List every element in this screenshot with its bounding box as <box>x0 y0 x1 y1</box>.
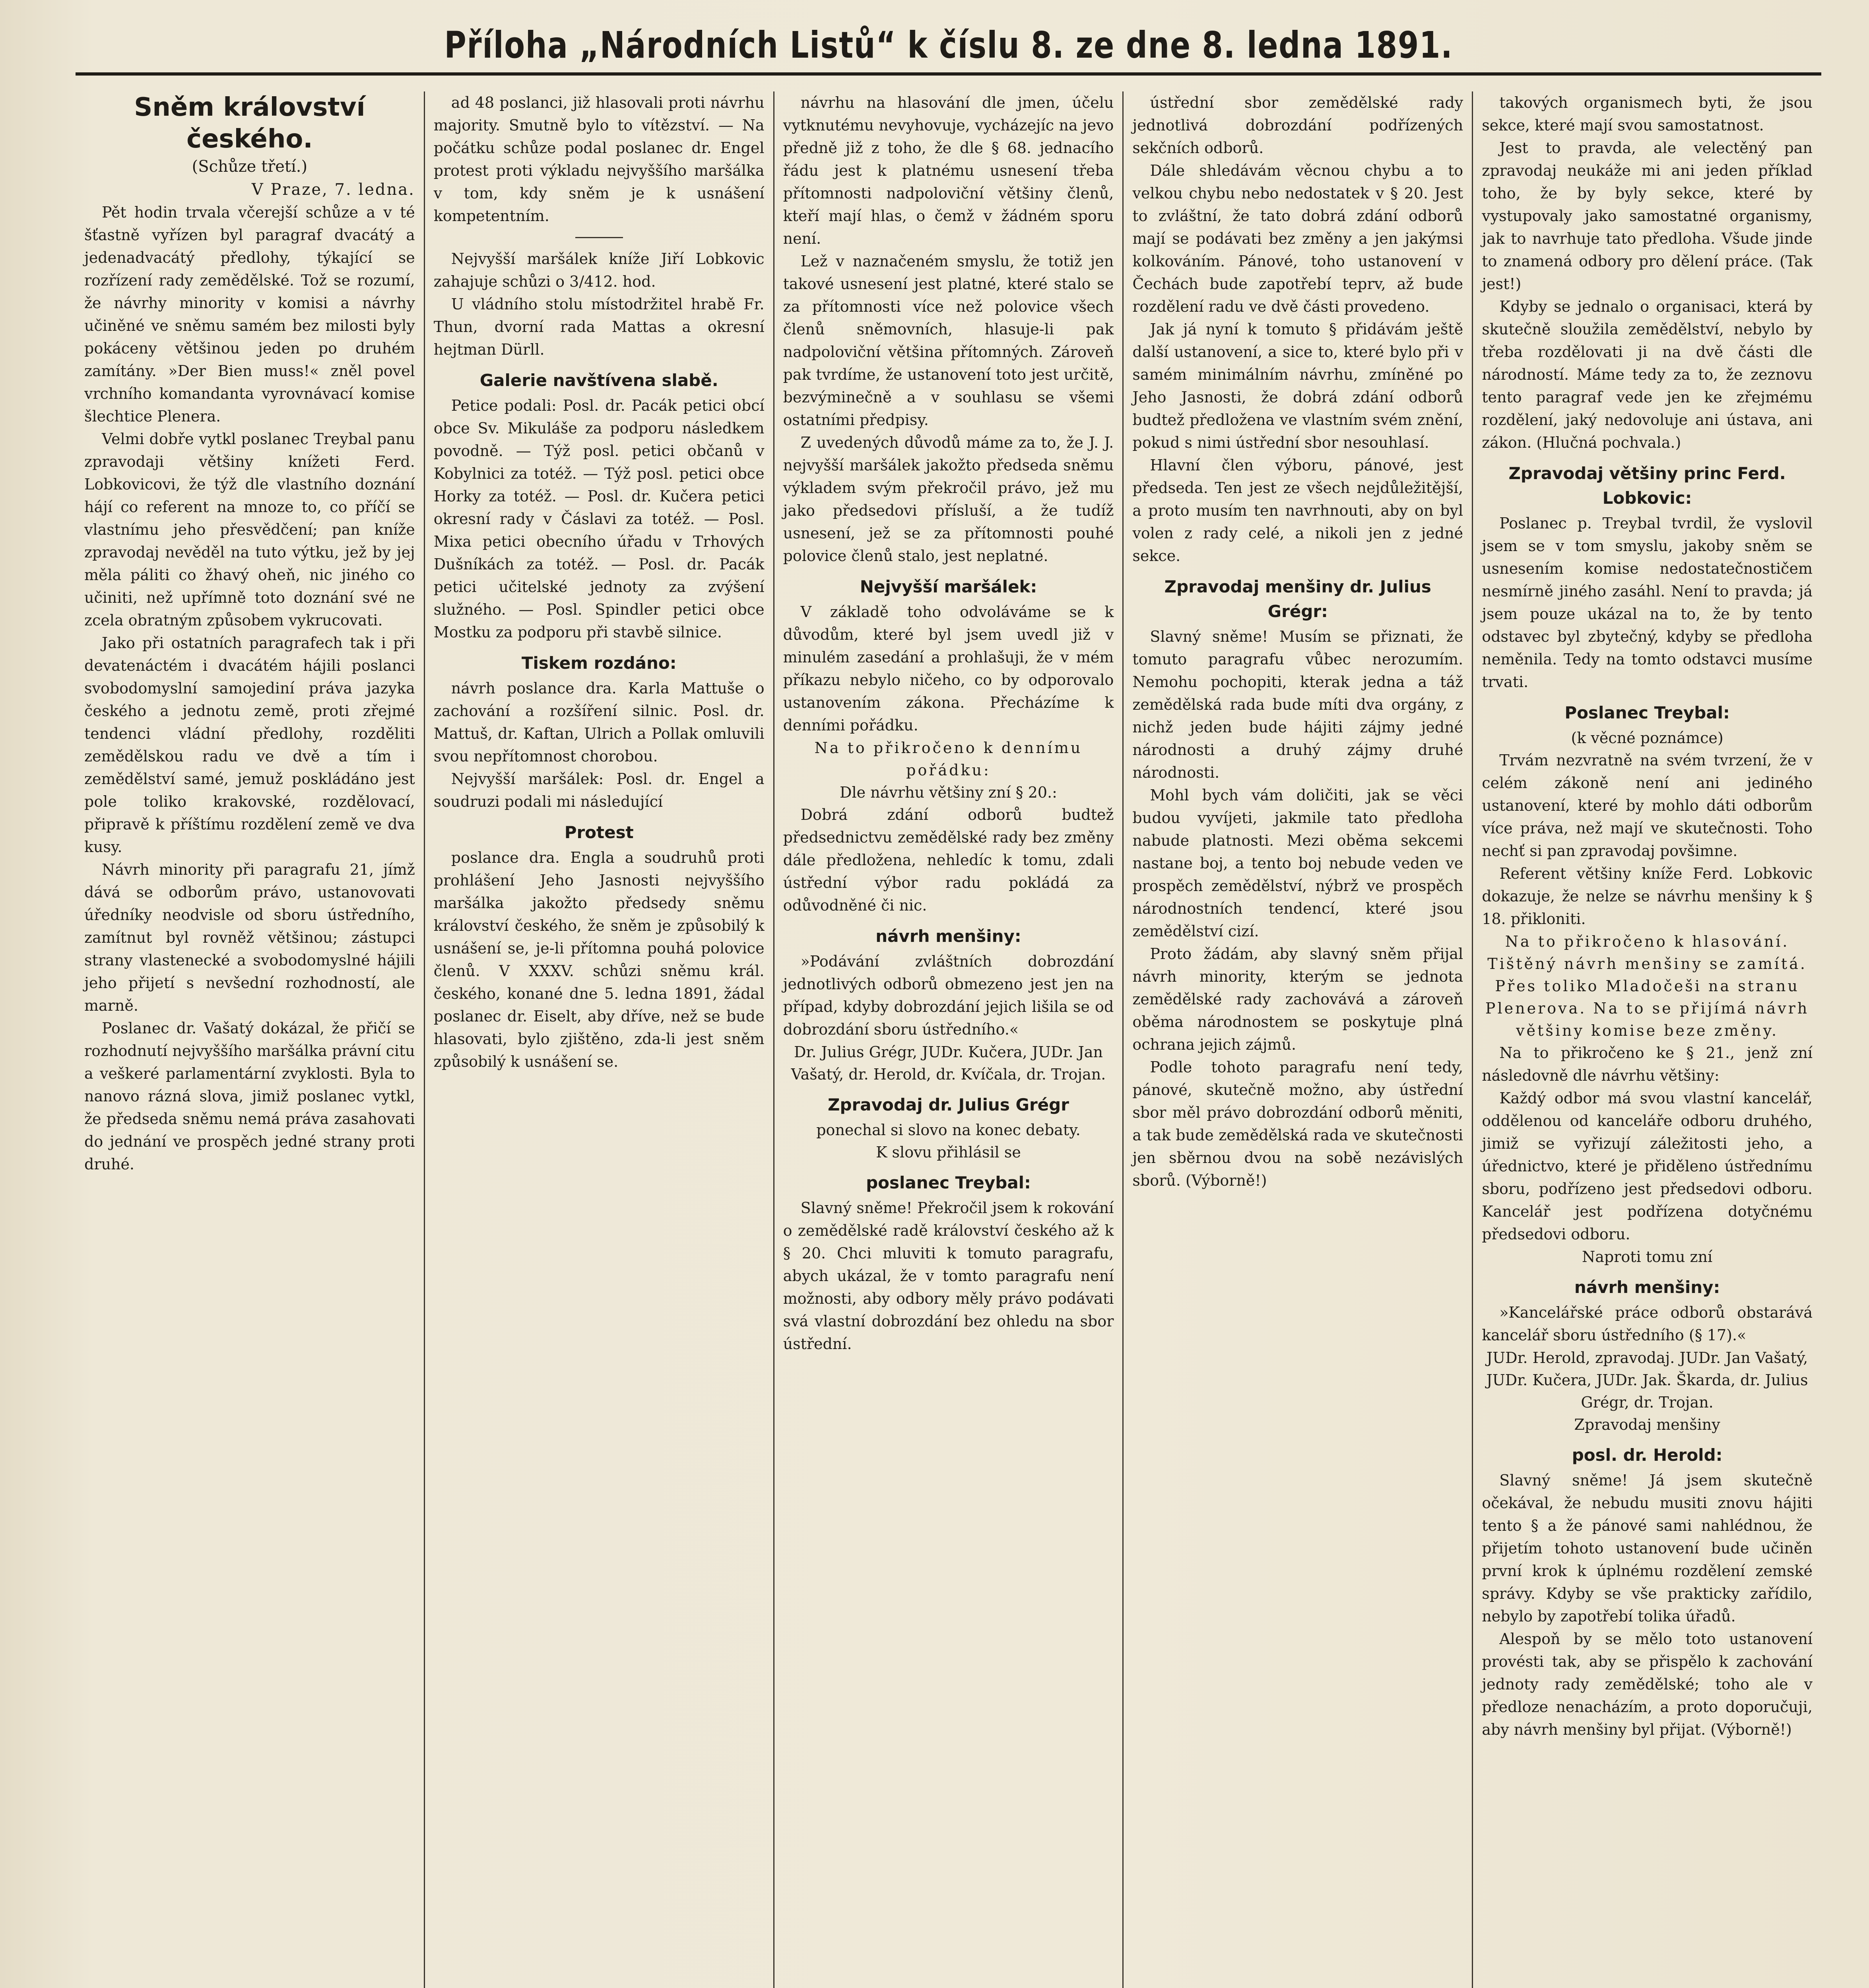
speaker-heading: Zpravodaj menšiny dr. Julius Grégr: <box>1164 577 1431 621</box>
centered-note: (k věcné poznámce) <box>1571 729 1723 747</box>
paragraph: Poslanec p. Treybal tvrdil, že vyslovil jsem se v tom smyslu, jakoby sněm se usnesením komise nedostatečnostičem nesmírně jiného zasáhl. Není to pravda; já jsem pouze ukázal na to, že by tento odstavec byl zbytečný, kdyby se předloha neměnila. Tedy na tomto odstavci musíme trvati. <box>1482 514 1813 691</box>
paragraph: Kdyby se jednalo o organisaci, která by skutečně sloužila zemědělství, nebylo by třeba rozdělovati ji na dvě části dle národností. Máme tedy za to, že zeznovu tento paragraf vede jen ke zřejmému rozdělení, jaký nedovoluje ani ústava, ani zákon. (Hlučná pochvala.) <box>1482 298 1813 451</box>
paragraph: Trvám nezvratně na svém tvrzení, že v celém zákoně není ani jediného ustanovení, které by mohlo dáti odborům více práva, než mají ve skutečnosti. Toho nechť si pan zpravodaj povšimne. <box>1482 751 1813 860</box>
signers: Dr. Julius Grégr, JUDr. Kučera, JUDr. Jan Vašatý, dr. Herold, dr. Kvíčala, dr. Trojan. <box>791 1043 1106 1083</box>
speaker-heading: Nejvyšší maršálek: <box>860 577 1037 596</box>
petitions-paragraph: Petice podali: Posl. dr. Pacák petici obcí obce Sv. Mikuláše za podporu následkem povodně. — Týž posl. petici občanů v Kobylnici za totéž. — Týž posl. petici obce Horky za totéž. — Posl. dr. Kučera petici okresní rady v Čáslavi za totéž. — Posl. Mixa petici obecního úřadu v Trhových Dušníkách za totéž. — Posl. dr. Pacák petici učitelské jednoty za zvýšení služného. — Posl. Spindler petici obce Mostku za podporu při stavbě silnice. <box>433 397 765 641</box>
paragraph: Lež v naznačeném smyslu, že totiž jen takové usnesení jest platné, které stalo se za přítomnosti více než polovice všech členů sněmovních, hlasuje-li pak nadpoloviční většina přítomných. Zároveň pak tvrdíme, že ustanovení toto jest určitě, bezvýminečně a v souhlasu se všemi ostatními předpisy. <box>783 252 1114 429</box>
column-2 <box>425 91 774 1988</box>
centered-note: Dle návrhu většiny zní § 20.: <box>840 784 1057 801</box>
paragraph: Návrh minority při paragrafu 21, jímž dává se odborům právo, ustanovovati úředníky neodvisle od sboru ústředního, zamítnut byl rovněž většinou; zástupci strany vlastenecké a svobodomyslné hájili jeho přijetí s nevšední rozhodností, ale marně. <box>84 861 415 1014</box>
article-columns <box>76 76 1821 1988</box>
paragraph: Na to přikročeno ke § 21., jenž zní následovně dle návrhu většiny: <box>1482 1044 1813 1084</box>
paragraph: Velmi dobře vytkl poslanec Treybal panu zpravodaji většiny knížeti Ferd. Lobkovicovi, že týž dle vlastního doznání hájí co referent na mnoze to, co příčí se vlastnímu jeho přesvědčení; pan kníže zpravodaj nevěděl na tuto výtku, jež by jej měla páliti co žhavý oheň, nic jiného co učiniti, než upřímně toto doznání své ne zcela obratným způsobem vykrucovati. <box>84 430 415 629</box>
centered-note: Na to přikročeno k dennímu pořádku: <box>814 739 1083 779</box>
section-heading: návrh menšiny: <box>1574 1277 1720 1297</box>
paragraph: Podle tohoto paragrafu není tedy, pánové, skutečně možno, aby ústřední sbor měl právo dobrozdání odborů měniti, a tak bude zemědělská rada ve skutečnosti jen sběrnou dvou na sobě nezávislých sborů. (Výborně!) <box>1132 1058 1463 1189</box>
paragraph: Poslanec dr. Vašatý dokázal, že přičí se rozhodnutí nejvyššího maršálka právní citu a veškeré parlamentární zvyklosti. Byla to nanovo rázná slova, jimiž poslanec vytkl, že předseda sněmu nemá práva zasahovati do jednání ve prospěch jedné strany proti druhé. <box>84 1019 415 1173</box>
speaker-heading: Zpravodaj většiny princ Ferd. Lobkovic: <box>1508 464 1786 508</box>
centered-note: Zpravodaj menšiny <box>1574 1416 1720 1433</box>
quoted-proposal: »Kancelářské práce odborů obstarává kancelář sboru ústředního (§ 17).« <box>1482 1304 1813 1344</box>
session-notice: Nejvyšší maršálek kníže Jiří Lobkovic zahajuje schůzi o 3/412. hod. <box>433 250 765 290</box>
masthead <box>76 16 1821 76</box>
centered-note: Naproti tomu zní <box>1582 1248 1713 1266</box>
section-heading: Galerie navštívena slabě. <box>479 371 718 390</box>
signers: JUDr. Herold, zpravodaj. JUDr. Jan Vašatý, JUDr. Kučera, JUDr. Jak. Škarda, dr. Julius Grégr, dr. Trojan. <box>1486 1349 1808 1411</box>
dateline: V Praze, 7. ledna. <box>251 181 415 199</box>
paragraph: Hlavní člen výboru, pánové, jest předseda. Ten jest ze všech nejdůležitější, a proto musím ten navrhnouti, aby on byl volen z rady celé, a nikoli jen z jedné sekce. <box>1132 456 1463 565</box>
paragraph: Z uvedených důvodů máme za to, že J. J. nejvyšší maršálek jakožto předseda sněmu výkladem svým překročil právo, jež mu jako předsedovi přísluší, a že tudíž usnesení, jež se za přítomnosti pouhé polovice členů stalo, jest neplatné. <box>783 434 1114 565</box>
article-title: Sněm království českého. <box>134 93 365 154</box>
section-heading: Protest <box>564 823 634 842</box>
article-subtitle: (Schůze třetí.) <box>192 157 308 176</box>
paragraph: Dobrá zdání odborů budtež předsednictvu zemědělské rady bez změny dále předložena, nehledíc k tomu, zdali ústřední výbor radu pokládá za odůvodněné či nic. <box>783 806 1114 914</box>
paragraph: takových organismech byti, že jsou sekce, které mají svou samostatnost. <box>1482 94 1813 134</box>
paragraph: Jako při ostatních paragrafech tak i při devatenáctém i dvacátém hájili poslanci svobodomyslní samojediní práva jazyka českého a jednotu země, proti zřejmé tendenci vládní předlohy, rozděliti zemědělskou radu ve dvě a tím i zemědělství samé, jemuž poskládáno jest pole toliko krakovské, rozdělovací, připravě k příštímu rozdělení země ve dva kusy. <box>84 634 415 856</box>
speaker-heading: posl. dr. Herold: <box>1572 1445 1723 1465</box>
centered-note: ponechal si slovo na konec debaty. <box>816 1121 1081 1139</box>
paragraph: poslance dra. Engla a soudruhů proti prohlášení Jeho Jasnosti nejvyššího maršálka jakožto předsedy sněmu království českého, že sněm je způsobilý k usnášení se, je-li přítomna pouhá polovice členů. V XXXV. schůzi sněmu král. českého, konané dne 5. ledna 1891, žádal poslanec dr. Eiselt, aby dříve, než se bude hlasovati, bylo zjištěno, zda-li jest sněm způsobilý k usnášení se. <box>433 849 765 1070</box>
paragraph: Dále shledávám věcnou chybu a to velkou chybu nebo nedostatek v § 20. Jest to zvláštní, že tato dobrá zdání odborů mají se podávati bez změny a jen jakýmsi kolkováním. Pánové, toho ustanovení v Čechách bude zapotřebí teprv, až bude rozdělení radu ve dvě části provedeno. <box>1132 162 1463 315</box>
paragraph: Referent většiny kníže Ferd. Lobkovic dokazuje, že nelze se návrhu menšiny k § 18. přikloniti. <box>1482 865 1813 928</box>
section-heading: návrh menšiny: <box>875 926 1021 946</box>
paragraph: Mohl bych vám doličiti, jak se věci budou vyvíjeti, jakmile tato předloha nabude platnosti. Mezi oběma sekcemi nastane boj, a tento boj nebude veden ve prospěch zemědělství, nýbrž ve prospěch národnostních tendencí, které jsou zemědělství cizí. <box>1132 786 1463 940</box>
paragraph: Každý odbor má svou vlastní kancelář, oddělenou od kanceláře odboru druhého, jimiž se vyřizují záležitosti jeho, a úřednictvo, které je přiděleno ústřednímu sboru, podřízeno jest předsedovi odboru. Kancelář jest podřízena dotyčnému předsedovi odboru. <box>1482 1089 1813 1243</box>
paragraph: Jest to pravda, ale velectěný pan zpravodaj neukáže mi ani jeden příklad toho, že by byly sekce, které by vystupovaly jako samostatné organismy, jak to navrhuje tato předloha. Všude jinde to znamená odbory pro dělení práce. (Tak jest!) <box>1482 139 1813 293</box>
speaker-notice: Nejvyšší maršálek: Posl. dr. Engel a soudruzi podali mi následující <box>433 770 765 810</box>
paragraph: ústřední sbor zemědělské rady jednotlivá dobrozdání podřízených sekčních odborů. <box>1132 94 1463 157</box>
paragraph: Slavný sněme! Musím se přiznati, že tomuto paragrafu vůbec nerozumím. Nemohu pochopiti, kterak jedna a táž zemědělská rada bude míti dva orgány, z nichž jeden bude hájiti zájmy jedné národnosti a druhý zájmy druhé národnosti. <box>1132 628 1463 781</box>
paragraph: U vládního stolu místodržitel hrabě Fr. Thun, dvorní rada Mattas a okresní hejtman Dürll. <box>433 295 765 358</box>
paragraph: ad 48 poslanci, již hlasovali proti návrhu majority. Smutně bylo to vítězství. — Na počátku schůze podal poslanec dr. Engel protest proti výkladu nejvyššího maršálka v tom, kdy sněm je k usnášení kompetentním. <box>433 94 765 225</box>
paragraph: Alespoň by se mělo toto ustanovení provésti tak, aby se přispělo k zachování jednoty rady zemědělské; toho ale v předloze nenacházím, a proto doporučuji, aby návrh menšiny byl přijat. (Výborně!) <box>1482 1630 1813 1738</box>
column-3 <box>774 91 1124 1988</box>
paragraph: V základě toho odvoláváme se k důvodům, které byl jsem uvedl již v minulém zasedání a prohlašuji, že v mém příkazu nebylo ničeho, co by odporovalo ustanovením zákona. Přecházíme k denními pořádku. <box>783 603 1114 734</box>
section-heading: Tiskem rozdáno: <box>521 653 677 673</box>
divider <box>575 237 623 238</box>
quoted-proposal: »Podávání zvláštních dobrozdání jednotlivých odborů obmezeno jest jen na případ, kdyby dobrozdání jejich lišila se od dobrozdání sboru ústředního.« <box>783 953 1114 1038</box>
paragraph: Slavný sněme! Překročil jsem k rokování o zemědělské radě království českého až k § 20. Chci mluviti k tomuto paragrafu, abych ukázal, že v tomto paragrafu není možnosti, aby odbory měly právo podávati svá vlastní dobrozdání bez ohledu na sbor ústřední. <box>783 1199 1114 1353</box>
paragraph: Slavný sněme! Já jsem skutečně očekával, že nebudu musiti znovu hájiti tento § a že pánové sami nahlédnou, že přijetím tohoto ustanovení bude učiněn první krok k úplnému rozdělení zemské správy. Kdyby se vše prakticky zařídilo, nebylo by zapotřebí tolika úřadů. <box>1482 1472 1813 1625</box>
paragraph: návrhu na hlasování dle jmen, účelu vytknutému nevyhovuje, vycházejíc na jevo předně již z toho, že dle § 68. jednacího řádu jest k platnému usnesení třeba přítomnosti nadpoloviční většiny členů, kteří mají hlas, o čemž v žádném sporu není. <box>783 94 1114 247</box>
paragraph: Pět hodin trvala včerejší schůze a v té šťastně vyřízen byl paragraf dvacátý a jedenadvacátý předlohy, týkající se rozřízení rady zemědělské. Tož se rozumí, že návrhy minority v komisi a návrhy učiněné ve sněmu samém bez milosti byly pokáceny většinou jeden po druhém zamítány. »Der Bien muss!« zněl povel vrchního komandanta vyrovnávací komise šlechtice Plenera. <box>84 204 415 425</box>
centered-note: K slovu přihlásil se <box>876 1143 1021 1161</box>
column-5 <box>1473 91 1821 1988</box>
centered-note: Na to přikročeno k hlasování. Tištěný návrh menšiny se zamítá. Přes toliko Mladočeši na stranu Plenerova. Na to se přijímá návrh většiny komise beze změny. <box>1485 933 1809 1039</box>
paragraph: Jak já nyní k tomuto § přidávám ještě další ustanovení, a sice to, které bylo při v samém minimálním návrhu, zmíněné po Jeho Jasnosti, že dobrá zdání odborů budtež předložena ve vlastním svém znění, pokud s nimi ústřední sbor nesouhlasí. <box>1132 320 1463 451</box>
speaker-heading: Poslanec Treybal: <box>1564 703 1730 722</box>
paragraph: Proto žádám, aby slavný sněm přijal návrh minority, kterým se jednota zemědělské rady zachovává a zároveň oběma národnostem se poskytuje plná ochrana jejich zájmů. <box>1132 945 1463 1053</box>
speaker-heading: poslanec Treybal: <box>866 1173 1031 1192</box>
page-title: Příloha „Národních Listů“ k číslu 8. ze dne 8. ledna 1891. <box>444 24 1453 66</box>
column-1 <box>76 91 425 1988</box>
paragraph: návrh poslance dra. Karla Mattuše o zachování a rozšíření silnic. Posl. dr. Mattuš, dr. Kaftan, Ulrich a Pollak omluvili svou nepřítomnost chorobou. <box>433 679 765 765</box>
speaker-heading: Zpravodaj dr. Julius Grégr <box>828 1095 1069 1114</box>
column-4 <box>1124 91 1473 1988</box>
